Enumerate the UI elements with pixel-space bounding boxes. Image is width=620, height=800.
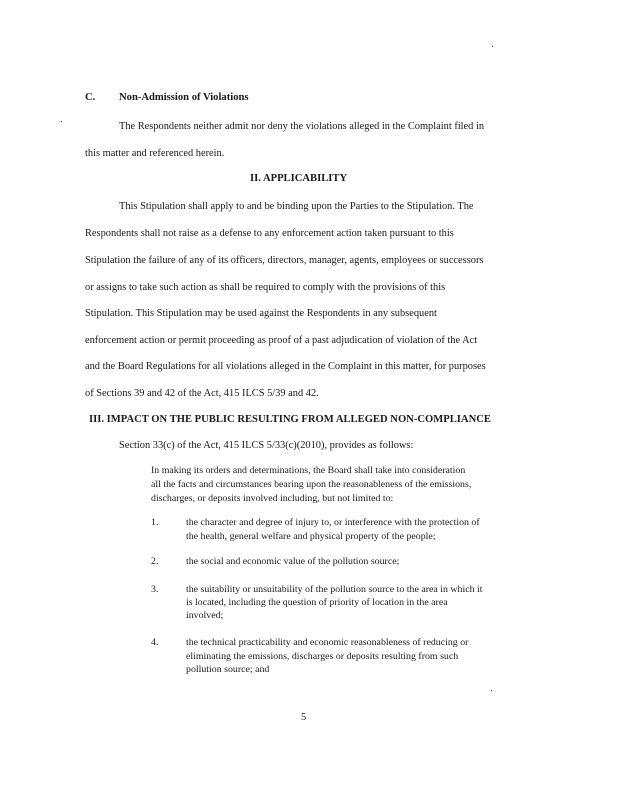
list-item-1-line-1: the character and degree of injury to, or interference with the protection of: [186, 517, 480, 528]
section-iii-intro: Section 33(c) of the Act, 415 ILCS 5/33(c)(2010), provides as follows:: [119, 440, 414, 451]
scan-speck: [61, 121, 62, 122]
scan-speck: [491, 690, 492, 691]
section-ii-line-4: or assigns to take such action as shall be required to comply with the provisions of this: [85, 282, 446, 293]
section-c-line-1: The Respondents neither admit nor deny the violations alleged in the Complaint filed in: [119, 121, 485, 132]
quote-line-3: discharges, or deposits involved including, but not limited to:: [151, 493, 394, 504]
list-item-number-2: 2.: [151, 556, 159, 567]
section-ii-line-3: Stipulation the failure of any of its officers, directors, manager, agents, employees or successors: [85, 255, 484, 266]
list-item-number-1: 1.: [151, 517, 159, 528]
section-ii-line-6: enforcement action or permit proceeding as proof of a past adjudication of violation of the Act: [85, 335, 478, 346]
section-ii-line-1: This Stipulation shall apply to and be binding upon the Parties to the Stipulation. The: [119, 201, 474, 212]
scan-speck: [492, 46, 493, 47]
section-ii-line-7: and the Board Regulations for all violations alleged in the Complaint in this matter, for purposes: [85, 361, 486, 372]
section-c-line-2: this matter and referenced herein.: [85, 148, 225, 159]
section-ii-heading: II. APPLICABILITY: [250, 173, 348, 184]
section-ii-line-2: Respondents shall not raise as a defense to any enforcement action taken pursuant to this: [85, 228, 454, 239]
section-c-label: C.: [85, 92, 96, 103]
list-item-1-line-2: the health, general welfare and physical property of the people;: [186, 531, 436, 542]
page-number: 5: [301, 712, 307, 723]
list-item-3-line-3: involved;: [186, 610, 224, 621]
list-item-3-line-1: the suitability or unsuitability of the pollution source to the area in which it: [186, 584, 483, 595]
section-iii-heading: III. IMPACT ON THE PUBLIC RESULTING FROM ALLEGED NON-COMPLIANCE: [89, 414, 491, 425]
list-item-number-3: 3.: [151, 584, 159, 595]
list-item-number-4: 4.: [151, 637, 159, 648]
list-item-3-line-2: is located, including the question of priority of location in the area: [186, 597, 448, 608]
section-c-title: Non-Admission of Violations: [119, 92, 249, 103]
list-item-4-line-2: eliminating the emissions, discharges or deposits resulting from such: [186, 651, 459, 662]
section-ii-line-8: of Sections 39 and 42 of the Act, 415 ILCS 5/39 and 42.: [85, 388, 319, 399]
list-item-2-line-1: the social and economic value of the pollution source;: [186, 556, 400, 567]
list-item-4-line-1: the technical practicability and economic reasonableness of reducing or: [186, 637, 469, 648]
quote-line-1: In making its orders and determinations, the Board shall take into consideration: [151, 465, 466, 476]
section-ii-line-5: Stipulation. This Stipulation may be used against the Respondents in any subsequent: [85, 308, 437, 319]
list-item-4-line-3: pollution source; and: [186, 664, 270, 675]
quote-line-2: all the facts and circumstances bearing upon the reasonableness of the emissions,: [151, 479, 472, 490]
